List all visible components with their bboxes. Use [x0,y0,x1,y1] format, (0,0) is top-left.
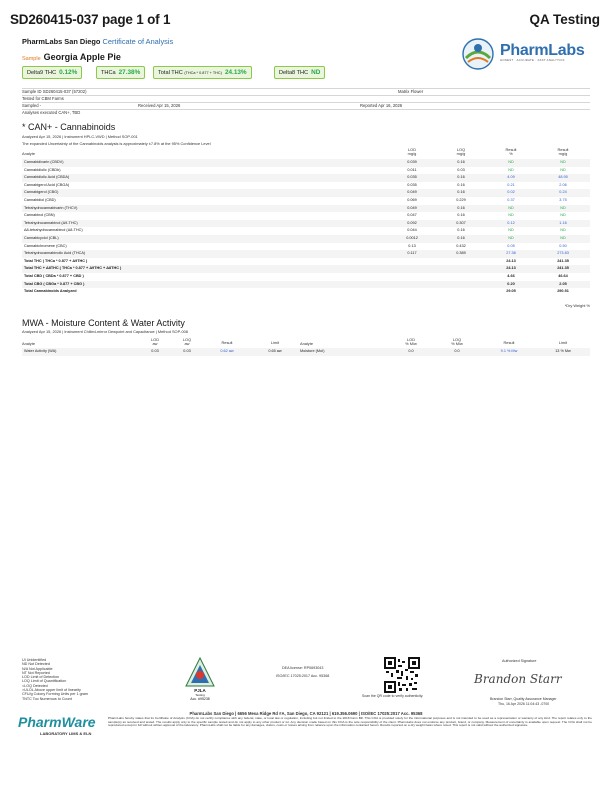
cell-mg: ND [560,160,566,164]
mwa-analyte: Water Activity (WA) [24,349,57,353]
mwa-col-analyte2: Analyte [300,341,313,346]
analyte-name: Tetrahydrocannabinolic Acid (THCA) [24,251,86,256]
col-lod: LOD mg/g [407,147,417,157]
analyte-name: Total Cannabinoids Analyzed [24,289,77,294]
cell-lod: 0.13 [408,243,416,248]
pill-value: 0.12% [59,69,78,76]
analyte-name: Cannabidiolic Acid (CBDA) [24,175,70,180]
legend-item: UI Unidentified [22,658,47,662]
authorized-signature-label: Authorized Signature [502,659,537,663]
cell-lod: 0.039 [407,160,417,164]
cell-mg: 273.83 [557,251,569,256]
mwa-result2: 9.1 % Mw [500,349,518,353]
mwa-limit2: 13 % Mw [555,349,571,353]
mwa-lod: 0.03 [151,349,159,353]
cell-mg: 0.50 [559,243,567,248]
table-row [22,205,590,213]
mwa-col-loq: LOQ aw [182,337,192,347]
analyte-name: Total THC + Δ8THC ( THCa * 0.877 + Δ9THC + Δ8THC ) [24,266,122,271]
pill-value: ND [311,69,321,76]
pharmware-logo: PharmWare [18,714,96,730]
lab-address: PharmLabs San Diego | 6656 Mesa Ridge Rd #A, San Diego, CA 92121 | 619.356.0690 | ISO/IEC 17025:2017 Acc. 95368 [189,711,423,716]
cell-pct: 4.09 [507,175,515,180]
total-row [22,288,590,296]
analyte-name: Total CBD ( CBDa * 0.877 + CBD ) [24,274,84,278]
cell-pct: 24.13 [506,258,516,263]
cell-loq: 0.16 [457,228,465,233]
cell-pct: ND [508,228,514,233]
reported: Reported Apr 16, 2026 [360,103,403,108]
signature-image: Brandon Starr [474,672,562,686]
pill-total-thc [153,66,252,79]
pill-label: Delta8 THC [279,70,309,76]
cell-mg: 46.64 [558,274,568,278]
col-loq: LOQ mg/g [456,147,466,157]
legend-item: NT Not Reported [22,670,50,675]
cell-pct: 0.05 [507,243,515,248]
cell-loq: 0.16 [457,182,465,187]
cell-pct: ND [508,236,514,240]
cell-lod: 0.047 [407,213,417,218]
pill-thca [96,66,145,79]
cell-mg: 3.75 [559,198,567,202]
analyses-executed: Analyses executed CAN+, TBD [22,110,81,115]
legend-item: ND Not Detected [22,662,50,667]
table-row [22,182,590,190]
cell-loq: 0.16 [457,160,465,164]
cell-loq: 0.16 [457,236,465,240]
col-analyte: Analyte [22,151,35,156]
pill-label: THCa [101,70,116,76]
cell-loq: 0.03 [457,167,465,172]
cell-pct: 4.66 [507,274,515,278]
cell-mg: 241.35 [557,266,569,271]
table-row [22,235,590,243]
cell-pct: ND [508,167,514,172]
qa-testing-label: QA Testing [529,12,600,27]
analyte-name: Tetrahydrocannabinol (Δ9-THC) [24,220,78,225]
pharmlabs-logo-icon [458,36,498,72]
legend-item: LOD Limit of Detection [22,675,60,680]
mwa-col-result2: Result [503,340,515,345]
mwa-loq: 0.03 [183,349,191,353]
qr-caption: Scan the QR code to verify authenticity. [362,694,424,698]
pill-value: 24.13% [224,69,247,76]
disclaimer-text: PharmLabs hereby states that its Certificate of Analysis (COA) do not certify compliance with any federal, state, or local law or regulation, including but not limited to the 2018 Farm Bill. This COA is provided solely for the informational purposes and is not intended to be used as a representation or warranty of any kind. The report relates only to the sample(s) as received and tested. The results apply only to the specific sample tested and do not apply to any other product or lot. Any decision made based on this COA is the sole responsibility of the client. PharmLabs does not endorse any product, brand, or company. Measurement of uncertainty is available upon request. The COA shall not be reproduced except in full without written approval of the laboratory. PharmLabs shall not be liable for any damages, claims, costs or losses arising from reliance upon the information contained herein. Results reported on a dry weight basis where noted. This report is not valid without the authorized signature. [108,716,592,727]
pharmware-subtitle: LABORATORY LIMS & ELN [40,731,92,736]
cell-mg: 290.51 [557,289,569,294]
cell-lod: 0.035 [407,182,417,187]
cell-lod: 0.049 [407,190,417,195]
cell-mg: ND [560,205,566,210]
mwa-col-analyte: Analyte [22,341,35,346]
cell-mg: 2.05 [559,281,567,286]
sample-name: Georgia Apple Pie [43,52,121,62]
table-row [22,212,590,220]
logo-tagline: HONEST · ACCURATE · FAST ANALYTICS [500,58,565,62]
analyte-name: Cannabicyclol (CBL) [24,236,59,240]
cell-loq: 0.16 [457,175,465,180]
table-row [22,243,590,251]
cell-pct: ND [508,213,514,218]
mwa-loq2: 0.0 [454,349,460,353]
cell-mg: ND [560,228,566,233]
sampled: Sampled - [22,103,42,108]
cell-pct: 0.20 [507,281,515,286]
cell-pct: ND [508,160,514,164]
cell-lod: 0.011 [407,167,417,172]
cannabinoids-uncertainty: The expanded Uncertainty of the Cannabinoids analysis is approximately ±7.8% at the 95% Confidence Level [22,141,211,146]
cell-loq: 0.389 [456,251,466,256]
analyte-name: Total THC ( THCa * 0.877 + Δ9THC ) [24,258,88,263]
table-row [22,250,590,258]
pjla-sub: Testing [195,693,205,697]
cell-loq: 0.16 [457,213,465,218]
cell-lod: 0.069 [407,198,417,202]
pill-delta9-thc [22,66,82,79]
total-row [22,273,590,281]
mwa-col-limit2: Limit [558,340,568,345]
legend-item: N/A Not Applicable [22,666,53,671]
analyte-name: Cannabidiol (CBD) [24,198,56,202]
pill-note: (THCa * 0.877 + THC) [184,71,222,75]
legend-item: >ULOL Above upper limit of linearity [22,688,81,693]
divider [22,102,590,103]
sample-id: Sample ID SD260415-037 (57202) [22,89,87,94]
cannabinoids-title: * CAN+ - Cannabinoids [22,122,116,132]
analyte-name: Δ8-tetrahydrocannabinol (Δ8-THC) [24,228,83,233]
analyte-name: Total CBG ( CBGa * 0.877 + CBG ) [24,281,85,286]
cell-lod: 0.092 [407,220,417,225]
mwa-col-limit: Limit [270,340,280,345]
cell-pct: ND [508,205,514,210]
cell-mg: 48.95 [558,175,568,180]
cell-mg: ND [560,213,566,218]
legend-item: TNTC Too Numerous to Count [22,696,72,701]
legend-item: CFU/g Colony Forming Units per 1 gram [22,692,88,697]
pill-value: 27.38% [118,69,141,76]
lab-subtitle: Certificate of Analysis [102,37,174,46]
cell-pct: 0.02 [507,190,515,195]
cell-pct: 29.05 [506,289,516,294]
table-row [22,189,590,197]
matrix: Matrix Flower [398,89,424,94]
pjla-label: PJLA [194,688,206,693]
cell-lod: 0.0012 [406,236,418,240]
analyte-name: Cannabidiolic (CBDb) [24,167,61,172]
mwa-limit: 0.65 aw [268,349,282,353]
analyte-name: Cannabichromene (CBC) [24,243,67,248]
table-row [22,220,590,228]
cell-loq: 0.16 [457,205,465,210]
abbreviation-legend [22,658,88,701]
tested-for: Tested for CBM Farms [22,96,64,101]
cell-lod: 0.044 [407,228,417,233]
mwa-col-lod2: LOD % M/w [405,337,417,347]
lab-name: PharmLabs San Diego [22,37,101,46]
mwa-analyzed: Analyzed Apr 15, 2026 | Instrument Chilled-mirror Dewpoint and Capacitance | Method SOP-008 [22,329,188,334]
dea-license: DEA license: RP0693043 [282,666,324,670]
cell-loq: 0.16 [457,190,465,195]
cell-pct: 0.21 [507,182,515,187]
cell-mg: ND [560,167,566,172]
legend-item: <LOQ Detected [22,683,48,688]
table-row [22,174,590,182]
cell-mg: ND [560,236,566,240]
cell-lod: 0.049 [407,205,417,210]
cell-mg: 0.24 [559,190,567,195]
received: Received Apr 15, 2026 [138,103,181,108]
table-row [22,227,590,235]
table-row [22,167,590,175]
cell-mg: 241.35 [557,258,569,263]
mwa-analyte2: Moisture (MoI) [300,349,325,353]
analyte-name: Cannabigerol Acid (CBGA) [24,182,70,187]
analyte-name: Cannabinol (CBN) [24,213,55,218]
dry-weight-note: *Dry Weight % [564,303,590,308]
cell-pct: 27.38 [506,251,516,256]
cell-loq: 0.432 [456,243,466,248]
sample-title [22,52,121,62]
col-result-mg: Result mg/g [557,147,569,157]
total-row [22,258,590,266]
mwa-row [22,348,590,356]
qr-code-icon[interactable] [384,657,420,693]
mwa-col-result: Result [221,340,233,345]
table-row [22,159,590,167]
mwa-col-lod: LOD aw [151,337,159,347]
mwa-lod2: 0.0 [408,349,414,353]
divider [22,109,590,110]
lab-title [22,37,173,46]
sample-tag: Sample [22,56,41,62]
document-id: SD260415-037 page 1 of 1 [10,12,171,27]
divider [22,95,590,96]
mwa-title: MWA - Moisture Content & Water Activity [22,318,185,328]
total-row [22,281,590,289]
analyte-name: Cannabigerol (CBG) [24,190,59,195]
analyte-name: Tetrahydrocannabivarin (THCV) [24,205,78,210]
table-row [22,197,590,205]
pjla-accreditation: Acc. #95238 [190,697,210,701]
cell-loq: 0.307 [456,220,466,225]
pill-delta8-thc [274,66,325,79]
mwa-result: 0.62 aw [220,349,234,353]
cell-lod: 0.117 [407,251,417,256]
cell-pct: 24.13 [506,266,516,271]
cell-pct: 0.12 [507,220,515,225]
signer-name: Brandon Starr, Quality Assurance Manager [490,697,557,701]
pjla-accreditation-icon [183,656,217,688]
analyte-name: Cannabidivarin (CBDV) [24,160,64,164]
col-result-pct: Result % [505,147,517,157]
cell-pct: 0.37 [507,198,515,202]
logo-text: PharmLabs [500,42,585,59]
cannabinoids-analyzed: Analyzed Apr 15, 2026 | Instrument HPLC-VWD | Method SOP-001 [22,134,138,139]
cell-loq: 0.229 [456,198,466,202]
pill-label: Total THC [158,70,183,76]
iso-accreditation: ISO/IEC 17025:2017 Acc. 95368 [276,674,330,678]
signed-date: Thu, 16 Apr 2026 11:04:43 -0700 [498,702,550,706]
legend-item: LOQ Limit of Quantification [22,679,67,684]
divider [22,88,590,89]
cell-mg: 1.16 [559,220,567,225]
mwa-col-loq2: LOQ % M/w [451,337,463,347]
cell-mg: 2.06 [559,182,567,187]
cell-lod: 0.035 [407,175,417,180]
total-row [22,265,590,273]
pill-label: Delta9 THC [27,70,57,76]
